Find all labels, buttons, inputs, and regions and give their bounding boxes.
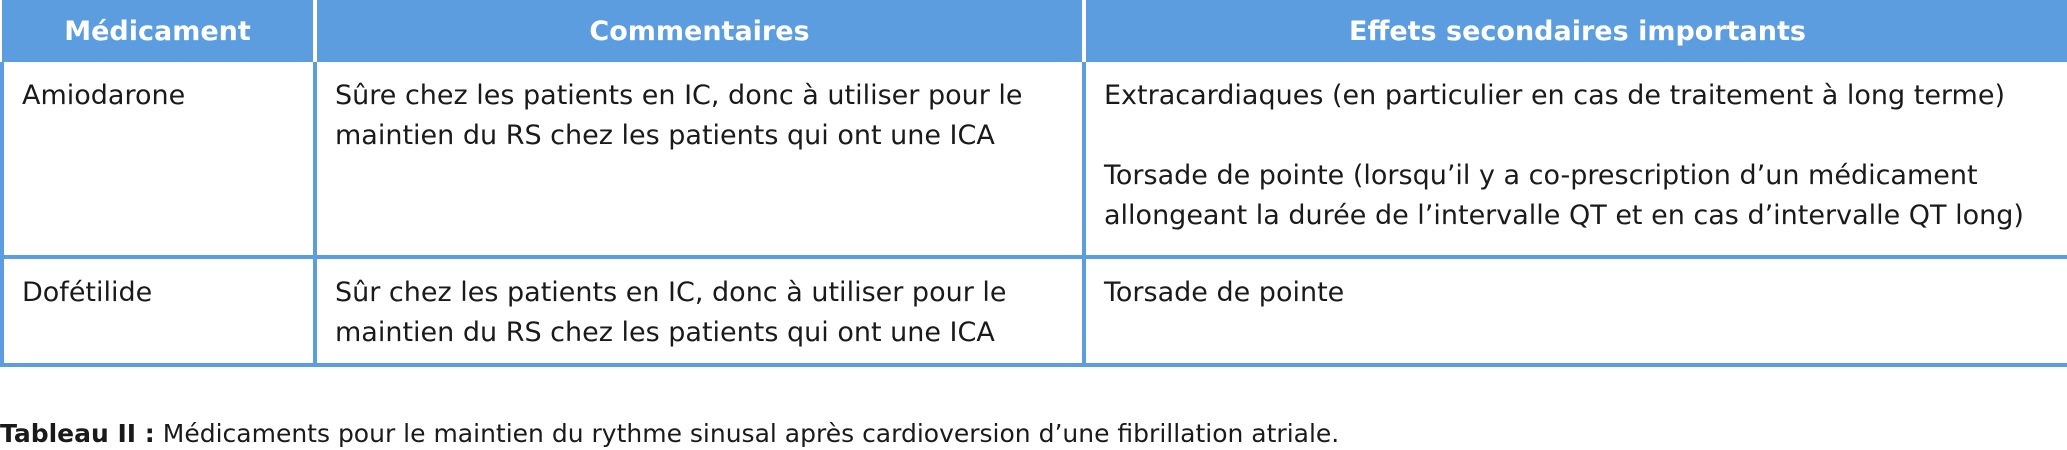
side-effect-text: Torsade de pointe <box>1104 277 1345 308</box>
caption-text: Médicaments pour le maintien du rythme sinusal après cardioversion d’une fibrillation atriale. <box>154 419 1340 448</box>
table-row <box>2 62 2067 257</box>
comment-cell: Sûre chez les patients en IC, donc à utiliser pour le maintien du RS chez les patients qui ont une ICA <box>315 62 1084 257</box>
table-caption <box>0 418 1339 450</box>
comment-cell: Sûr chez les patients en IC, donc à utiliser pour le maintien du RS chez les patients qui ont une ICA <box>315 257 1084 365</box>
column-header-commentaires: Commentaires <box>315 0 1084 62</box>
table-row <box>2 257 2067 365</box>
drug-name-cell: Amiodarone <box>2 62 315 257</box>
table-header-row <box>2 0 2067 62</box>
side-effect-text: Extracardiaques (en particulier en cas de traitement à long terme) <box>1104 80 2006 111</box>
caption-label: Tableau II : <box>0 419 155 448</box>
column-header-medicament: Médicament <box>2 0 315 62</box>
column-header-effets-secondaires: Effets secondaires importants <box>1084 0 2067 62</box>
drug-name-cell: Dofétilide <box>2 257 315 365</box>
side-effects-cell <box>1084 257 2067 365</box>
side-effects-cell <box>1084 62 2067 257</box>
table-header <box>2 0 2067 62</box>
table-body <box>2 62 2067 365</box>
side-effect-text: Torsade de pointe (lorsqu’il y a co-prescription d’un médicament allongeant la durée de l’intervalle QT et en cas d’intervalle QT long) <box>1104 160 2024 231</box>
